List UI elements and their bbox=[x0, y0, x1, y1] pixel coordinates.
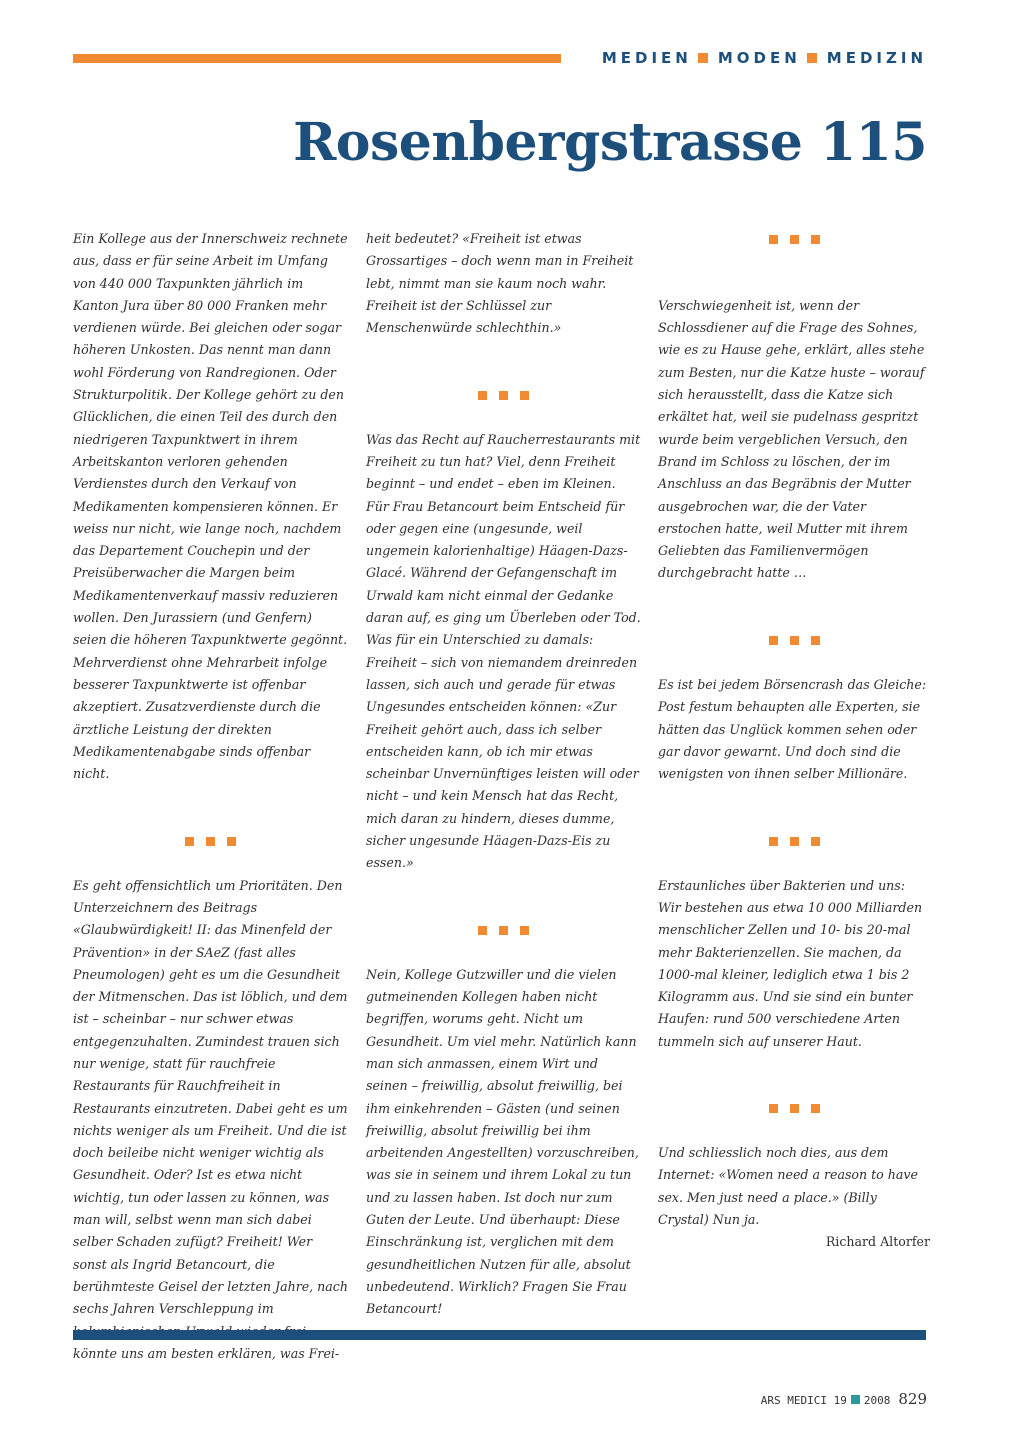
paragraph: Was das Recht auf Raucherrestaurants mit Freiheit zu tun hat? Viel, denn Freiheit beginnt – und endet – eben im Kleinen. Für Frau Betancourt beim Entscheid für oder gegen eine (ungesunde, weil ungemein kalorienhaltige) Häagen-Dazs-Glacé. Während der Gefangenschaft im Urwald kam nicht einmal der Gedanke daran auf, es ging um Überleben oder Tod. Was für ein Unterschied zu damals: Freiheit – sich von niemandem dreinreden lassen, sich auch und gerade für etwas Ungesundes entscheiden können: «Zur Freiheit gehört auch, dass ich selber entscheiden kann, ob ich mir etwas scheinbar Unvernünftiges leisten will oder nicht – und kein Mensch hat das Recht, mich daran zu hindern, dieses dumme, sicher ungesunde Häagen-Dazs-Eis zu essen.» bbox=[366, 431, 641, 871]
paragraph: Nein, Kollege Gutzwiller und die vielen gutmeinenden Kollegen haben nicht begriffen, worums geht. Nicht um Gesundheit. Um viel mehr. Natürlich kann man sich anmassen, einem Wirt und seinen – freiwillig, absolut freiwillig, bei ihm einkehrenden – Gästen (und seinen freiwillig, absolut freiwillig bei ihm arbeitenden Angestellten) vorzuschreiben, was sie in seinem und ihrem Lokal zu tun und zu lassen haben. Ist doch nur zum Guten der Leute. Und überhaupt: Diese Einschränkung ist, verglichen mit dem gesundheitlichen Nutzen für alle, absolut unbedeutend. Wirklich? Fragen Sie Frau Betancourt! bbox=[366, 966, 639, 1317]
section-medizin: MEDIZIN bbox=[826, 49, 927, 67]
orange-square-icon bbox=[499, 391, 508, 400]
orange-square-icon bbox=[769, 636, 778, 645]
section-divider bbox=[658, 830, 930, 852]
orange-square-icon bbox=[790, 837, 799, 846]
paragraph: Und schliesslich noch dies, aus dem Internet: «Women need a reason to have sex. Men just need a place.» (Billy Crystal) Nun ja. bbox=[658, 1145, 918, 1228]
orange-square-icon bbox=[807, 53, 817, 63]
paragraph: Verschwiegenheit ist, wenn der Schlossdiener auf die Frage des Sohnes, wie es zu Hause gehe, erklärt, alles stehe zum Besten, nur die Katze huste – worauf sich herausstellt, dass die Katze sich erkältet hat, weil sie pudelnass gespritzt wurde beim vergeblichen Versuch, den Brand im Schloss zu löschen, der im Anschluss an das Begräbnis der Mutter ausgebrochen war, die der Vater erstochen hatte, weil Mutter mit ihrem Geliebten das Familienvermögen durchgebracht hatte … bbox=[658, 297, 925, 581]
section-medien: MEDIEN bbox=[601, 49, 692, 67]
paragraph: Es ist bei jedem Börsencrash das Gleiche: Post festum behaupten alle Experten, sie hätten das Unglück kommen sehen oder gar davor gewarnt. Und doch sind die wenigsten von ihnen selber Millionäre. bbox=[658, 676, 927, 782]
orange-square-icon bbox=[698, 53, 708, 63]
column-3 bbox=[658, 228, 930, 1254]
paragraph: heit bedeutet? «Freiheit ist etwas Grossartiges – doch wenn man in Freiheit lebt, nimmt man sie kaum noch wahr. Freiheit ist der Schlüssel zur Menschenwürde schlechthin.» bbox=[366, 231, 634, 336]
section-divider bbox=[658, 629, 930, 651]
orange-square-icon bbox=[227, 837, 236, 846]
section-moden: MODEN bbox=[717, 49, 801, 67]
orange-square-icon bbox=[811, 837, 820, 846]
orange-square-icon bbox=[811, 235, 820, 244]
page-footer bbox=[761, 1390, 927, 1408]
orange-square-icon bbox=[520, 391, 529, 400]
section-header bbox=[602, 49, 927, 67]
section-divider bbox=[366, 919, 641, 941]
column-1 bbox=[73, 228, 348, 1365]
paragraph: Es geht offensichtlich um Prioritäten. Den Unterzeichnern des Beitrags «Glaubwürdigkeit! II: das Minenfeld der Prävention» in der SAeZ (fast alles Pneumologen) geht es um die Gesundheit der Mitmenschen. Das ist löblich, und dem ist – scheinbar – nur schwer etwas entgegenzuhalten. Zumindest trauen sich nur wenige, statt für rauchfreie Restaurants für Rauchfreiheit in Restaurants einzutreten. Dabei geht es um nichts weniger als um Freiheit. Und die ist doch beileibe nicht weniger wichtig als Gesundheit. Oder? Ist es etwa nicht wichtig, tun oder lassen zu können, was man will, selbst wenn man sich dabei selber Schaden zufügt? Freiheit! Wer sonst als Ingrid Betancourt, die berühmteste Geisel der letzten Jahre, nach sechs Jahren Verschleppung im könnte uns am besten erklären, was Frei- bbox=[73, 877, 348, 1361]
journal-name: ARS MEDICI 19 bbox=[760, 1394, 847, 1407]
teal-square-icon bbox=[851, 1395, 860, 1404]
page-number: 829 bbox=[898, 1390, 927, 1408]
orange-square-icon bbox=[499, 926, 508, 935]
section-divider bbox=[658, 1098, 930, 1120]
column-2 bbox=[366, 228, 641, 1321]
paragraph: Ein Kollege aus der Innerschweiz rechnete aus, dass er für seine Arbeit im Umfang von 440 000 Taxpunkten jährlich im Kanton Jura über 80 000 Franken mehr verdienen würde. Bei gleichen oder sogar höheren Unkosten. Das nennt man dann wohl Förderung von Randregionen. Oder Strukturpolitik. Der Kollege gehört zu den Glücklichen, die einen Teil des durch den niedrigeren Taxpunktwert in ihrem Arbeitskanton verloren gehenden Verdienstes durch den Verkauf von Medikamenten kompensieren können. Er weiss nur nicht, wie lange noch, nachdem das Departement Couchepin und der Preisüberwacher die Margen beim Medikamentenverkauf massiv reduzieren wollen. Den Jurassiern (und Genfern) seien die höheren Taxpunktwerte gegönnt. Mehrverdienst ohne Mehrarbeit infolge besserer Taxpunktwerte ist offenbar akzeptiert. Zusatzverdienste durch die ärztliche Leistung der direkten Medikamentenabgabe sinds offenbar nicht. bbox=[73, 231, 348, 782]
orange-square-icon bbox=[769, 1104, 778, 1113]
orange-square-icon bbox=[478, 391, 487, 400]
paragraph: Erstaunliches über Bakterien und uns: Wir bestehen aus etwa 10 000 Milliarden menschlicher Zellen und 10- bis 20-mal mehr Bakterienzellen. Sie machen, da 1000-mal kleiner, lediglich etwa 1 bis 2 Kilogramm aus. Und sie sind ein bunter Haufen: rund 500 verschiedene Arten tummeln sich auf unserer Haut. bbox=[658, 877, 923, 1049]
orange-square-icon bbox=[206, 837, 215, 846]
orange-square-icon bbox=[185, 837, 194, 846]
section-divider bbox=[73, 830, 348, 852]
section-divider bbox=[366, 384, 641, 406]
orange-square-icon bbox=[811, 1104, 820, 1113]
orange-square-icon bbox=[790, 235, 799, 244]
page-title: Rosenbergstrasse 115 bbox=[293, 112, 927, 173]
author-signature: Richard Altorfer bbox=[825, 1234, 930, 1250]
orange-square-icon bbox=[790, 1104, 799, 1113]
orange-square-icon bbox=[811, 636, 820, 645]
orange-square-icon bbox=[790, 636, 799, 645]
orange-square-icon bbox=[478, 926, 487, 935]
orange-square-icon bbox=[769, 837, 778, 846]
orange-square-icon bbox=[769, 235, 778, 244]
top-orange-rule bbox=[73, 54, 561, 63]
orange-square-icon bbox=[520, 926, 529, 935]
section-divider bbox=[658, 228, 930, 250]
bottom-blue-rule bbox=[73, 1330, 926, 1340]
journal-year: 2008 bbox=[863, 1394, 891, 1407]
